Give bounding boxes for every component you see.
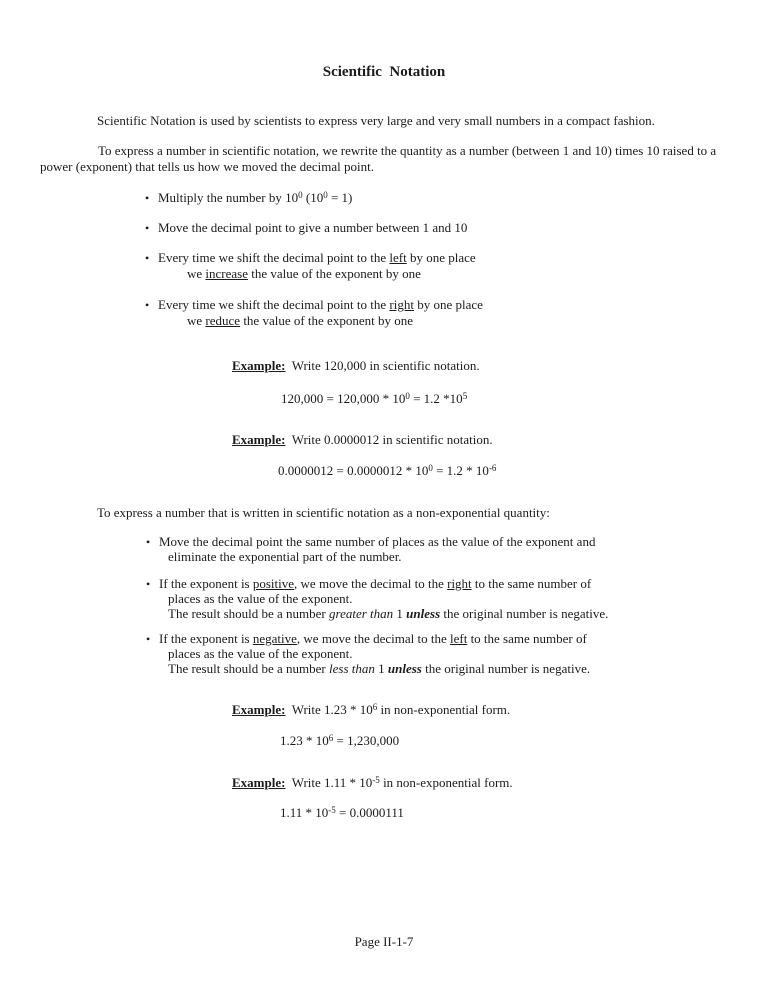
example-3-formula: [280, 733, 399, 750]
example-1-heading: [232, 358, 480, 373]
text-segment: = 1,230,000: [333, 733, 400, 748]
underlined-text: negative: [252, 631, 297, 646]
bullet-move-decimal: [145, 220, 467, 236]
bullet-icon: •: [146, 632, 151, 646]
superscript: -5: [372, 775, 380, 785]
superscript: 0: [298, 190, 303, 200]
bullet-positive-exponent-line3: [168, 606, 608, 621]
bullet-shift-right-line1: [145, 297, 483, 313]
text-segment: 1: [393, 606, 407, 621]
text-segment: Move the decimal point the same number of places as the value of the exponent and: [159, 534, 596, 549]
italic-text: less than: [329, 661, 375, 676]
example-prompt: Write 1.11 * 10: [285, 775, 373, 790]
superscript: -5: [328, 805, 336, 815]
text-segment: we: [187, 266, 206, 281]
text-segment: , we move the decimal to the: [296, 631, 450, 646]
text-segment: 1.23 * 10: [280, 733, 329, 748]
bullet-move-places-line2: eliminate the exponential part of the number.: [168, 549, 402, 564]
example-prompt: in non-exponential form.: [379, 775, 513, 790]
example-label: Example:: [232, 358, 286, 373]
superscript: 0: [323, 190, 328, 200]
underlined-text: reduce: [205, 313, 241, 328]
example-prompt: Write 120,000 in scientific notation.: [285, 358, 480, 373]
bullet-negative-exponent-line1: [146, 631, 587, 647]
superscript: -6: [488, 463, 497, 473]
superscript: 0: [428, 463, 433, 473]
non-exponential-intro: To express a number that is written in scientific notation as a non-exponential quantity:: [97, 505, 550, 520]
underlined-text: positive: [252, 576, 295, 591]
text-segment: 1.11 * 10: [280, 805, 329, 820]
text-segment: = 0.0000111: [335, 805, 404, 820]
bullet-positive-exponent-line2: places as the value of the exponent.: [168, 591, 353, 606]
superscript: 5: [462, 391, 468, 401]
underlined-text: right: [447, 576, 472, 591]
text-segment: 120,000 = 120,000 * 10: [281, 391, 406, 406]
text-segment: , we move the decimal to the: [294, 576, 448, 591]
text-segment: the original number is negative.: [421, 661, 591, 676]
bold-italic-text: unless: [387, 661, 422, 676]
example-2-heading: [232, 432, 493, 447]
example-label: Example:: [232, 775, 286, 790]
text-segment: to the same number of: [467, 631, 587, 646]
bullet-icon: •: [146, 577, 151, 591]
text-segment: (10: [302, 190, 324, 205]
example-label: Example:: [232, 432, 286, 447]
underlined-text: right: [389, 297, 414, 312]
text-segment: Every time we shift the decimal point to the: [158, 250, 390, 265]
text-segment: we: [187, 313, 206, 328]
example-label: Example:: [232, 702, 286, 717]
bullet-negative-exponent-line2: places as the value of the exponent.: [168, 646, 353, 661]
example-4-heading: [232, 775, 513, 792]
text-segment: The result should be a number: [168, 606, 330, 621]
scientific-notation-paragraph-line1: To express a number in scientific notation, we rewrite the quantity as a number (between 1 and 10) times 10 raised to a: [98, 143, 717, 158]
text-segment: the value of the exponent by one: [248, 266, 421, 281]
superscript: 0: [405, 391, 410, 401]
example-1-formula: [281, 391, 467, 408]
text-segment: If the exponent is: [159, 576, 253, 591]
text-segment: to the same number of: [471, 576, 592, 591]
text-segment: = 1.2 * 10: [432, 463, 489, 478]
text-segment: The result should be a number: [168, 661, 330, 676]
text-segment: Move the decimal point to give a number between 1 and 10: [158, 220, 468, 235]
scientific-notation-paragraph-line2: power (exponent) that tells us how we moved the decimal point.: [40, 159, 374, 174]
text-segment: = 1): [327, 190, 353, 205]
bullet-icon: •: [145, 298, 150, 312]
example-prompt: in non-exponential form.: [377, 702, 511, 717]
page-title: Scientific Notation: [322, 64, 446, 80]
text-segment: Every time we shift the decimal point to the: [158, 297, 390, 312]
bullet-shift-right-line2: [187, 313, 413, 328]
example-4-formula: [280, 805, 404, 822]
intro-paragraph: Scientific Notation is used by scientists to express very large and very small numbers in a compact fashion.: [97, 113, 655, 128]
text-segment: the original number is negative.: [440, 606, 609, 621]
text-segment: 0.0000012 = 0.0000012 * 10: [278, 463, 429, 478]
text-segment: 1: [374, 661, 388, 676]
bullet-shift-left-line1: [145, 250, 476, 266]
bullet-move-places-line1: [146, 534, 595, 550]
superscript: 6: [328, 733, 334, 743]
underlined-text: left: [449, 631, 468, 646]
bullet-icon: •: [145, 221, 150, 235]
text-segment: by one place: [406, 250, 476, 265]
underlined-text: left: [389, 250, 407, 265]
text-segment: = 1.2 *10: [409, 391, 463, 406]
bullet-icon: •: [145, 251, 150, 265]
example-prompt: Write 0.0000012 in scientific notation.: [285, 432, 493, 447]
example-3-heading: [232, 702, 510, 719]
bullet-icon: •: [146, 535, 151, 549]
bullet-negative-exponent-line3: [168, 661, 590, 676]
page-number: Page II-1-7: [354, 934, 414, 949]
example-prompt: Write 1.23 * 10: [285, 702, 373, 717]
bold-italic-text: unless: [406, 606, 441, 621]
text-segment: by one place: [413, 297, 483, 312]
italic-text: greater than: [329, 606, 394, 621]
bullet-shift-left-line2: [187, 266, 421, 281]
bullet-positive-exponent-line1: [146, 576, 591, 592]
bullet-multiply: [145, 190, 352, 207]
text-segment: the value of the exponent by one: [240, 313, 413, 328]
text-segment: Multiply the number by 10: [158, 190, 299, 205]
underlined-text: increase: [205, 266, 249, 281]
example-2-formula: [278, 463, 496, 480]
text-segment: If the exponent is: [159, 631, 253, 646]
bullet-icon: •: [145, 191, 150, 205]
superscript: 6: [372, 702, 378, 712]
